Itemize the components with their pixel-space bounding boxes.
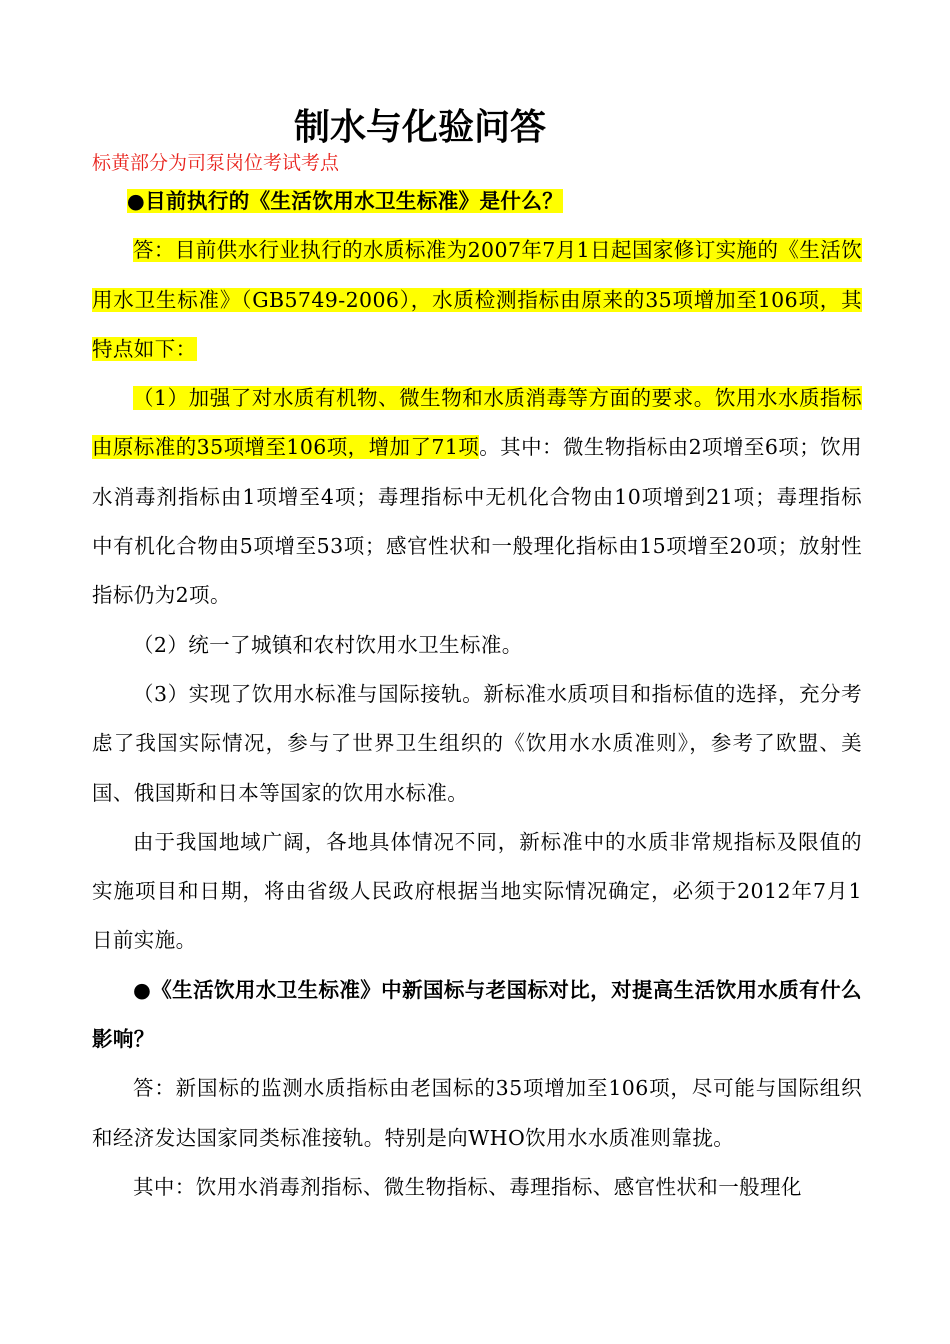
question-1-text: ●目前执行的《生活饮用水卫生标准》是什么？: [126, 189, 564, 213]
question-2: ●《生活饮用水卫生标准》中新国标与老国标对比，对提高生活饮用水质有什么影响？: [92, 977, 862, 1052]
answer-1: [92, 226, 862, 374]
document-title: 制水与化验问答: [293, 107, 546, 148]
highlight-note: 标黄部分为司泵岗位考试考点: [92, 152, 340, 174]
point-1-rest: 。其中：微生物指标由2项增至6项；饮用水消毒剂指标由1项增至4项；毒理指标中无机化合物由10项增到21项；毒理指标中有机化合物由5项增至53项；感官性状和一般理化指标由15项增至20项；放射性指标仍为2项。: [92, 435, 863, 608]
paragraph-point-3: （3）实现了饮用水标准与国际接轨。新标准水质项目和指标值的选择，充分考虑了我国实际情况，参与了世界卫生组织的《饮用水水质准则》，参考了欧盟、美国、俄国斯和日本等国家的饮用水标准。: [92, 681, 862, 805]
answer-1-text: 答：目前供水行业执行的水质标准为2007年7月1日起国家修订实施的《生活饮用水卫生标准》（GB5749-2006），水质检测指标由原来的35项增加至106项，其特点如下：: [92, 238, 862, 361]
paragraph-point-2: （2）统一了城镇和农村饮用水卫生标准。: [133, 632, 523, 657]
answer-2: 答：新国标的监测水质指标由老国标的35项增加至106项，尽可能与国际组织和经济发达国家同类标准接轨。特别是向WHO饮用水水质准则靠拢。: [92, 1076, 862, 1150]
question-1: [92, 177, 862, 226]
document-body: [92, 177, 862, 1212]
point-1-highlight: （1）加强了对水质有机物、微生物和水质消毒等方面的要求。饮用水水质指标由原标准的35项增至106项，增加了71项: [92, 386, 862, 460]
paragraph-indicators: 其中：饮用水消毒剂指标、微生物指标、毒理指标、感官性状和一般理化: [133, 1174, 802, 1199]
paragraph-implementation: 由于我国地域广阔，各地具体情况不同，新标准中的水质非常规指标及限值的实施项目和日期，将由省级人民政府根据当地实际情况确定，必须于2012年7月1日前实施。: [92, 829, 862, 953]
paragraph-point-1: [92, 374, 862, 620]
